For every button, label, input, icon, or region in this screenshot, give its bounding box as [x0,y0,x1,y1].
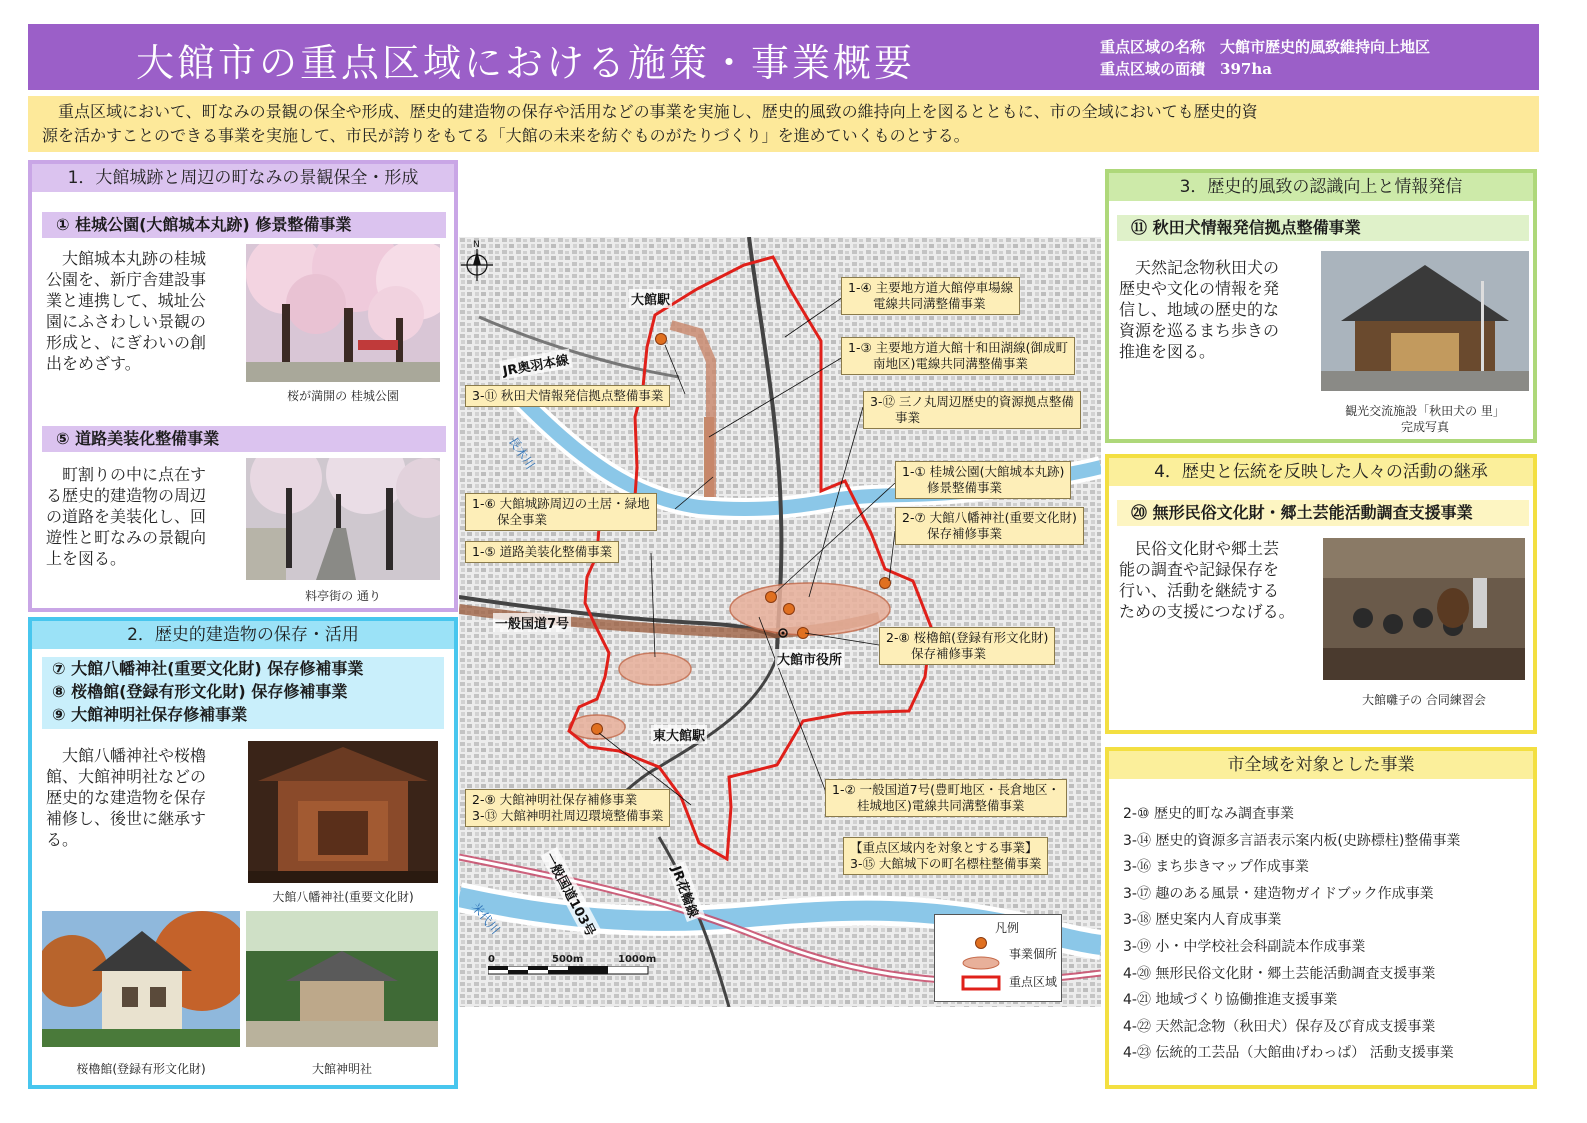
akita-dog-caption-1: 観光交流施設「秋田犬の 里」 [1345,404,1505,418]
text-line: 補修し、後世に継承す [46,809,207,828]
text-line: 民俗文化財や郷土芸 [1119,539,1280,558]
list-item: 3-⑯ まち歩きマップ作成事業 [1123,859,1309,876]
area-size-label: 重点区域の面積 [1100,60,1206,78]
callout-3-15 [843,837,1048,875]
section-3-panel [1105,169,1537,443]
intro-line: 重点区域において、町なみの景観の保全や形成、歴史的建造物の保存や活用などの事業を実施し、歴史的風致の維持向上を図るとともに、市の全域においても歴史的資 [42,102,1258,121]
list-item: 4-⑳ 無形民俗文化財・郷土芸能活動調査支援事業 [1123,965,1436,982]
callout-line: 2-⑨ 大館神明社保存補修事業 [472,792,638,807]
callout-line: 1-⑥ 大館城跡周辺の土居・緑地 [472,496,650,511]
shinmei-caption: 大館神明社 [311,1062,372,1076]
callout-3-12 [863,391,1081,429]
akita-dog-facility-photo [1321,251,1529,391]
section-1-item-2-text [46,464,250,569]
section-2-panel [28,617,458,1089]
callout-line: 保存補修事業 [886,646,987,661]
list-item: 3-⑰ 趣のある風景・建造物ガイドブック作成事業 [1123,885,1434,902]
text-line: 歴史的な建造物を保存 [46,788,207,807]
section-4-title: 4．歴史と伝統を反映した人々の活動の継承 [1109,458,1533,486]
list-item: 4-㉑ 地域づくり協働推進支援事業 [1123,992,1338,1009]
route103-label: 一般国道103号 [540,847,602,941]
text-line: ための支援につなげる。 [1119,602,1295,621]
callout-line: 2-⑦ 大館八幡神社(重要文化財) [902,510,1077,525]
callout-2-7 [895,507,1084,545]
district-map [459,237,1101,1007]
scale-label-0: 0 [488,954,495,965]
map-legend [934,914,1062,1002]
intro-line: 源を活かすことのできる事業を実施して、市民が誇りをもてる「大館の未来を紡ぐものがたりづくり」を進めていくものとする。 [42,126,970,145]
citywide-projects-title: 市全域を対象とした事業 [1109,751,1533,779]
callout-2-9 [465,789,670,827]
area-size: 397ha [1220,60,1272,78]
section-1-item-1-text [46,248,246,374]
callout-line: 3-⑮ 大館城下の町名標柱整備事業 [850,856,1042,871]
street-caption: 料亭街の 通り [305,589,381,603]
page-title: 大館市の重点区域における施策・事業概要 [136,41,916,85]
text-line: 大館城本丸跡の桂城 [46,249,207,268]
section-4-text [1119,538,1331,622]
callout-1-5 [465,541,619,563]
hachiman-caption: 大館八幡神社(重要文化財) [272,890,414,904]
text-line: 上を図る。 [46,549,127,568]
list-item: 3-⑲ 小・中学校社会科副読本作成事業 [1123,938,1366,955]
list-item: 4-㉒ 天然記念物（秋田犬）保存及び育成支援事業 [1123,1018,1436,1035]
section-2-text [46,745,250,850]
section-1-item-1-title: ① 桂城公園(大館城本丸跡) 修景整備事業 [42,212,446,238]
sakura-yagura-caption: 桜櫓館(登録有形文化財) [76,1062,206,1076]
callout-line: 電線共同溝整備事業 [848,296,986,311]
callout-line: 1-① 桂城公園(大館城本丸跡) [902,464,1065,479]
odate-bayashi-caption: 大館囃子の 合同練習会 [1362,693,1486,707]
akita-dog-caption-2: 完成写真 [1400,420,1449,434]
citywide-projects-list [1123,801,1460,1067]
text-line: 町割りの中に点在す [46,465,207,484]
sakura-park-photo [246,244,440,382]
text-line: の道路を美装化し、回 [46,507,207,526]
callout-line: 保存補修事業 [902,526,1003,541]
callout-line: 修景整備事業 [902,480,1003,495]
callout-line: 保全事業 [472,512,548,527]
list-item: 3-⑭ 歴史的資源多言語表示案内板(史跡標柱)整備事業 [1123,832,1461,849]
city-hall-label: 大館市役所 [775,649,844,668]
text-line: 業と連携して、城址公 [46,291,206,310]
section-4-item-title: ⑳ 無形民俗文化財・郷土芸能活動調査支援事業 [1117,500,1529,526]
callout-line: 【重点区域内を対象とする事業】 [850,840,1038,855]
section-3-title: 3．歴史的風致の認識向上と情報発信 [1109,173,1533,201]
callout-2-8 [879,627,1055,665]
callout-3-11 [465,385,670,407]
section-2-item: ⑦ 大館八幡神社(重要文化財) 保存修補事業 [52,659,364,678]
callout-line: 3-⑪ 秋田犬情報発信拠点整備事業 [472,388,664,403]
callout-line: 1-⑤ 道路美装化整備事業 [472,544,613,559]
scale-bar-icon [488,966,652,976]
callout-1-6 [465,493,657,531]
callout-line: 2-⑧ 桜櫓館(登録有形文化財) [886,630,1049,645]
point-marker-icon [976,938,987,949]
callout-1-2 [825,779,1067,817]
callout-line: 南地区)電線共同溝整備事業 [848,356,1028,371]
route7-label: 一般国道7号 [493,613,571,632]
section-2-items [42,657,444,729]
area-info [1100,36,1430,80]
legend-point-label: 事業個所 [1009,947,1058,961]
legend-area-label: 重点区域 [1009,975,1058,989]
section-2-item: ⑧ 桜櫓館(登録有形文化財) 保存修補事業 [52,682,348,701]
area-name: 大館市歴史的風致維持向上地区 [1220,38,1431,56]
text-line: 形成と、にぎわいの創 [46,333,207,352]
text-line: る。 [46,830,79,849]
legend-title: 凡例 [995,921,1020,935]
odate-station-label: 大館駅 [629,289,672,308]
sakura-yagura-photo [42,911,240,1047]
callout-line: 3-⑫ 三ノ丸周辺歴史的資源拠点整備 [870,394,1074,409]
section-2-item: ⑨ 大館神明社保存修補事業 [52,705,248,724]
north-label: N [473,240,480,250]
higashi-odate-station-label: 東大館駅 [651,725,707,744]
callout-1-3 [841,337,1075,375]
text-line: 遊性と町なみの景観向 [46,528,207,547]
ou-line-label: JR奥羽本線 [499,349,572,380]
callout-line: 事業 [870,410,921,425]
section-1-title: 1．大館城跡と周辺の町なみの景観保全・形成 [32,164,454,192]
callout-1-1 [895,461,1071,499]
area-name-label: 重点区域の名称 [1100,38,1206,56]
callout-line: 1-② 一般国道7号(豊町地区・長倉地区・ [832,782,1060,797]
text-line: 公園を、新庁舎建設事 [46,270,207,289]
text-line: 能の調査や記録保存を [1119,560,1280,579]
section-1-panel [28,160,458,612]
boundary-icon [963,977,999,989]
text-line: 大館八幡神社や桜櫓 [46,746,207,765]
list-item: 4-㉓ 伝統的工芸品（大館曲げわっぱ） 活動支援事業 [1123,1045,1454,1062]
section-2-title: 2．歴史的建造物の保存・活用 [32,621,454,649]
scale-label-1000: 1000m [618,954,657,965]
sakura-park-caption: 桜が満開の 桂城公園 [287,389,399,403]
text-line: 資源を巡るまち歩きの [1119,321,1280,340]
legend-symbols [961,937,1003,997]
callout-line: 1-③ 主要地方道大館十和田湖線(御成町 [848,340,1069,355]
text-line: 行い、活動を継続する [1119,581,1280,600]
callout-line: 3-⑬ 大館神明社周辺環境整備事業 [472,808,664,823]
shinmei-shrine-photo [246,911,438,1047]
text-line: 出をめざす。 [46,354,141,373]
odate-bayashi-photo [1323,538,1525,680]
yoneshiro-river-label: 米代川 [468,900,503,937]
map-scale-bar [488,954,658,984]
section-3-item-title: ⑪ 秋田犬情報発信拠点整備事業 [1117,215,1529,241]
hachiman-shrine-photo [248,741,438,883]
nagaki-river-label: 長木川 [505,434,538,472]
zone-fill-icon [963,957,999,969]
text-line: 館、大館神明社などの [46,767,207,786]
text-line: 信し、地域の歴史的な [1119,300,1280,319]
citywide-projects-panel [1105,747,1537,1089]
callout-line: 1-④ 主要地方道大館停車場線 [848,280,1014,295]
text-line: 歴史や文化の情報を発 [1119,279,1280,298]
text-line: 天然記念物秋田犬の [1119,258,1280,277]
text-line: る歴史的建造物の周辺 [46,486,207,505]
section-4-panel [1105,454,1537,734]
callout-1-4 [841,277,1020,315]
list-item: 3-⑱ 歴史案内人育成事業 [1123,912,1282,929]
text-line: 推進を図る。 [1119,342,1216,361]
text-line: 園にふさわしい景観の [46,312,207,331]
street-photo [246,458,440,580]
scale-label-500: 500m [552,954,584,965]
list-item: 2-⑩ 歴史的町なみ調査事業 [1123,806,1294,822]
page-header [28,24,1539,90]
intro-text [28,96,1539,152]
section-3-text [1119,257,1323,362]
hanawa-line-label: JR花輪線 [667,861,705,922]
callout-line: 桂城地区)電線共同溝整備事業 [832,798,1025,813]
section-1-item-2-title: ⑤ 道路美装化整備事業 [42,426,446,452]
